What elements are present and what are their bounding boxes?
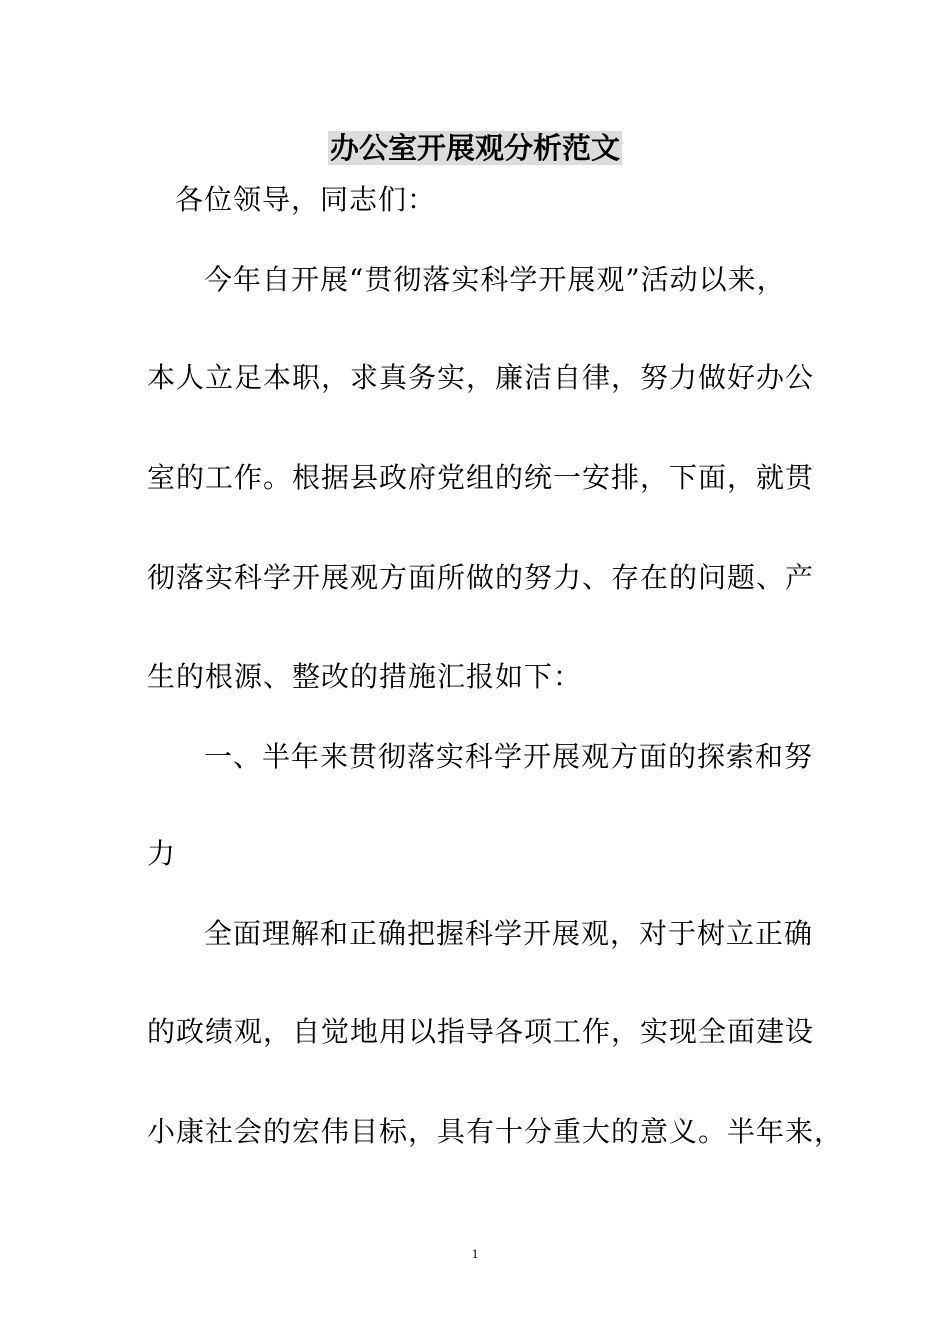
document-title <box>0 128 950 168</box>
section-heading-line: 力 <box>147 837 177 870</box>
paragraph-line: 的政绩观，自觉地用以指导各项工作，实现全面建设 <box>147 1015 815 1048</box>
paragraph-line: 生的根源、整改的措施汇报如下： <box>147 660 583 693</box>
paragraph-line: 小康社会的宏伟目标，具有十分重大的意义。半年来， <box>147 1115 844 1148</box>
salutation-line: 各位领导，同志们： <box>175 183 437 216</box>
document-title-text: 办公室开展观分析范文 <box>329 131 620 165</box>
paragraph-line: 彻落实科学开展观方面所做的努力、存在的问题、产 <box>147 561 815 594</box>
paragraph-line: 本人立足本职，求真务实，廉洁自律，努力做好办公 <box>147 361 815 394</box>
section-heading-line: 一、半年来贯彻落实科学开展观方面的探索和努 <box>204 740 814 773</box>
paragraph-line: 室的工作。根据县政府党组的统一安排，下面，就贯 <box>147 461 815 494</box>
paragraph-line: 全面理解和正确把握科学开展观，对于树立正确 <box>204 917 814 950</box>
paragraph-line: 今年自开展“贯彻落实科学开展观”活动以来， <box>204 263 786 296</box>
page-number: 1 <box>471 1246 479 1261</box>
